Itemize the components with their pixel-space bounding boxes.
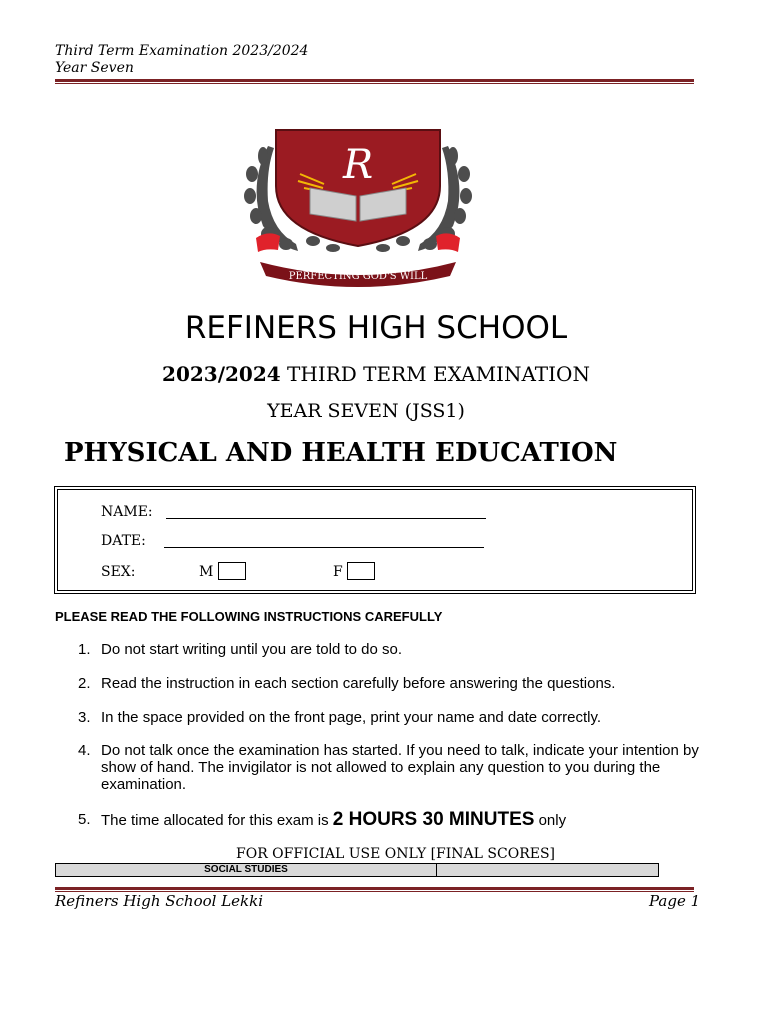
footer-school: Refiners High School Lekki [55,892,264,910]
crest-letter: R [342,142,374,188]
official-use-label: FOR OFFICIAL USE ONLY [FINAL SCORES] [236,846,556,862]
exam-duration: 2 HOURS 30 MINUTES [332,809,535,830]
male-checkbox[interactable] [218,562,246,580]
exam-term [0,362,752,386]
score-table [55,863,659,877]
exam-year: 2023/2024 [162,362,281,386]
score-table-subject: SOCIAL STUDIES [56,864,437,876]
student-details-box [54,486,696,594]
header-exam-title: Third Term Examination 2023/2024 [55,43,309,59]
exam-class: YEAR SEVEN (JSS1) [267,400,465,422]
school-name: REFINERS HIGH SCHOOL [184,310,568,346]
exam-term-label: THIRD TERM EXAMINATION [280,362,590,386]
subject-title: PHYSICAL AND HEALTH EDUCATION [64,438,618,468]
school-crest-logo [238,126,478,288]
female-checkbox[interactable] [347,562,375,580]
page-header [55,43,308,77]
header-year: Year Seven [55,60,134,76]
header-rule [55,79,694,84]
male-label: M [199,564,214,580]
footer-page-number: Page 1 [649,892,701,910]
crest-motto: PERFECTING GOD'S WILL [288,271,428,282]
name-field[interactable] [166,518,486,519]
female-label: F [333,564,343,580]
date-label: DATE: [101,533,146,549]
instructions-title: PLEASE READ THE FOLLOWING INSTRUCTIONS CAREFULLY [55,609,443,624]
date-field[interactable] [164,547,484,548]
name-label: NAME: [101,504,153,520]
sex-label: SEX: [101,564,136,580]
